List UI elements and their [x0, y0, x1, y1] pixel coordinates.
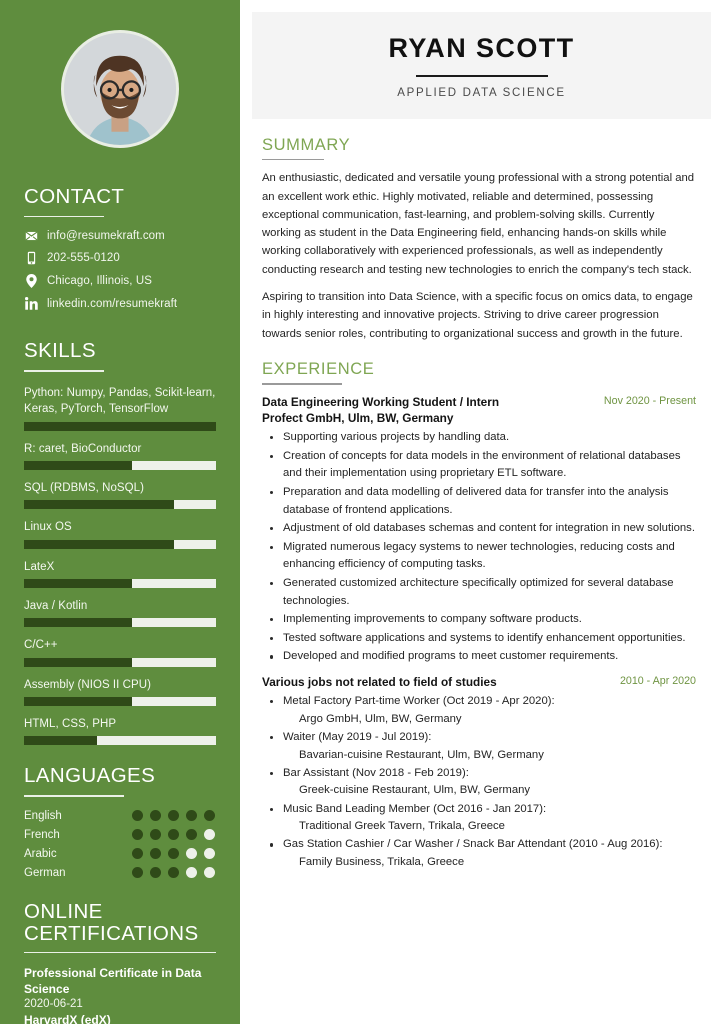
languages-list [24, 810, 216, 879]
avatar-portrait-icon [64, 33, 176, 145]
skill-bar-track [24, 540, 216, 549]
certification-org: HarvardX (edX) [24, 1012, 111, 1027]
other-job-bullet [262, 729, 696, 764]
contact-item-linkedin[interactable] [24, 297, 216, 310]
name-banner [252, 12, 711, 119]
language-level-dots [132, 848, 215, 859]
experience-bullet-list [262, 429, 696, 666]
summary-heading-rule [262, 159, 324, 161]
contact-section [24, 186, 216, 310]
skill-bar-fill [24, 618, 132, 627]
envelope-icon [24, 231, 38, 241]
experience-section [262, 360, 696, 871]
language-dot-filled [168, 867, 179, 878]
skill-bar-fill [24, 736, 97, 745]
experience-heading: EXPERIENCE [262, 359, 375, 378]
certification-item [24, 966, 216, 1028]
skill-item [24, 441, 216, 470]
experience-job-date: Nov 2020 - Present [603, 394, 696, 407]
skill-item [24, 677, 216, 706]
experience-bullet: Developed and modified programs to meet customer requirements. [262, 648, 696, 666]
languages-section [24, 765, 216, 878]
skill-label: HTML, CSS, PHP [24, 717, 117, 730]
language-dot-filled [150, 810, 161, 821]
language-dot-empty [204, 867, 215, 878]
language-level-dots [132, 829, 215, 840]
phone-icon [24, 251, 38, 265]
language-level-dots [132, 867, 215, 878]
contact-location-value: Chicago, Illinois, US [47, 275, 153, 288]
summary-paragraph-1: An enthusiastic, dedicated and versatile young professional with a strong potential and an excellent work ethic. Highly motivated, reliable and determined, possessing exceptional communication, fast-learning, and problem-solving skills. Currently working as student in the Data Engineering field, enhancing hands-on skills while working collaboratively with experienced professionals, as well as independently conducting research and testing new technologies to enrich the company's tech stack. [262, 172, 695, 276]
other-jobs-date: 2010 - Apr 2020 [619, 675, 696, 687]
language-row [24, 867, 216, 879]
certifications-section [24, 901, 216, 1028]
experience-bullet: Generated customized architecture specifically optimized for several database technologies. [262, 575, 696, 610]
language-name: English [24, 809, 62, 822]
other-jobs-bullet-list [262, 693, 696, 871]
language-row [24, 848, 216, 860]
language-dot-filled [204, 810, 215, 821]
experience-job-org: Profect GmbH, Ulm, BW, Germany [262, 410, 454, 425]
language-dot-filled [168, 810, 179, 821]
skill-item [24, 559, 216, 588]
skill-label: Assembly (NIOS II CPU) [24, 678, 151, 691]
skill-bar-track [24, 658, 216, 667]
job-title-subtitle: APPLIED DATA SCIENCE [397, 86, 566, 99]
other-job-bullet [262, 801, 696, 836]
language-dot-filled [150, 867, 161, 878]
skill-bar-track [24, 500, 216, 509]
language-row [24, 810, 216, 822]
location-pin-icon [24, 274, 38, 288]
summary-heading: SUMMARY [262, 135, 351, 154]
skill-item [24, 519, 216, 548]
language-dot-filled [168, 848, 179, 859]
skill-bar-track [24, 461, 216, 470]
other-job-title: Waiter (May 2019 - Jul 2019): [283, 731, 432, 744]
skills-section [24, 340, 216, 745]
language-dot-filled [132, 848, 143, 859]
skill-item [24, 716, 216, 745]
other-job-title: Gas Station Cashier / Car Washer / Snack Bar Attendant (2010 - Aug 2016): [283, 838, 663, 851]
language-dot-filled [150, 848, 161, 859]
other-jobs-header [262, 674, 696, 690]
contact-email-value: info@resumekraft.com [47, 230, 165, 243]
sidebar [0, 0, 240, 1027]
profile-photo-wrap [24, 30, 216, 148]
contact-heading: CONTACT [24, 185, 125, 208]
linkedin-icon [24, 297, 38, 310]
certifications-heading [24, 901, 216, 945]
experience-job [262, 394, 696, 666]
experience-bullet: Tested software applications and systems to identify enhancement opportunities. [262, 630, 696, 648]
other-job-employer: Traditional Greek Tavern, Trikala, Greece [299, 820, 505, 833]
language-dot-filled [132, 810, 143, 821]
skill-item [24, 480, 216, 509]
experience-job-header [262, 394, 696, 427]
skill-item [24, 598, 216, 627]
skill-bar-fill [24, 422, 216, 431]
other-job-employer: Bavarian-cuisine Restaurant, Ulm, BW, Germany [299, 748, 544, 761]
contact-phone-value: 202-555-0120 [47, 252, 120, 265]
skill-label: R: caret, BioConductor [24, 442, 142, 455]
language-dot-filled [186, 829, 197, 840]
name-divider [416, 75, 548, 77]
contact-heading-rule [24, 216, 104, 218]
experience-bullet: Preparation and data modelling of delivered data for transfer into the analysis database of frontend applications. [262, 484, 696, 519]
contact-list [24, 230, 216, 310]
skill-bar-fill [24, 461, 132, 470]
skills-heading: SKILLS [24, 339, 96, 363]
certification-date: 2020-06-21 [24, 998, 83, 1011]
contact-item-location[interactable] [24, 274, 216, 288]
skill-label: C/C++ [24, 639, 58, 652]
language-level-dots [132, 810, 215, 821]
certifications-heading-line1: ONLINE [24, 899, 103, 923]
language-name: German [24, 866, 66, 879]
skill-bar-track [24, 697, 216, 706]
certifications-heading-line2: CERTIFICATIONS [24, 921, 199, 945]
experience-bullet: Migrated numerous legacy systems to newer technologies, reducing costs and enhancing efficiency of computing tasks. [262, 539, 696, 574]
skill-item [24, 385, 216, 431]
language-dot-empty [204, 848, 215, 859]
other-job-title: Music Band Leading Member (Oct 2016 - Jan 2017): [283, 802, 547, 815]
page-title: RYAN SCOTT [388, 33, 575, 63]
skill-label: SQL (RDBMS, NoSQL) [24, 481, 144, 494]
language-name: Arabic [24, 847, 57, 860]
other-job-employer: Family Business, Trikala, Greece [299, 855, 465, 868]
skill-label: Python: Numpy, Pandas, Scikit-learn, Keras, PyTorch, TensorFlow [24, 386, 216, 416]
experience-bullet: Supporting various projects by handling data. [262, 429, 696, 447]
other-jobs-role: Various jobs not related to field of studies [262, 675, 497, 689]
skill-item [24, 637, 216, 666]
skill-bar-fill [24, 540, 174, 549]
experience-bullet: Adjustment of old databases schemas and content for integration in new solutions. [262, 520, 696, 538]
other-jobs-block [262, 674, 696, 871]
skill-bar-fill [24, 697, 132, 706]
skills-list [24, 385, 216, 745]
language-name: French [24, 828, 60, 841]
other-job-title: Metal Factory Part-time Worker (Oct 2019 - Apr 2020): [283, 695, 555, 708]
other-job-employer: Greek-cuisine Restaurant, Ulm, BW, Germany [299, 784, 531, 797]
skill-bar-fill [24, 579, 132, 588]
contact-item-phone[interactable] [24, 251, 216, 265]
experience-bullet: Implementing improvements to company software products. [262, 611, 696, 629]
skill-bar-track [24, 579, 216, 588]
summary-section [262, 136, 696, 343]
experience-bullet: Creation of concepts for data models in the environment of relational databases and their implementation using proprietary ETL software. [262, 448, 696, 483]
skill-bar-fill [24, 658, 132, 667]
language-dot-filled [132, 829, 143, 840]
certification-title: Professional Certificate in Data Science [24, 966, 202, 996]
skill-bar-track [24, 736, 216, 745]
language-dot-empty [186, 867, 197, 878]
language-dot-filled [150, 829, 161, 840]
summary-paragraph-2: Aspiring to transition into Data Science, with a specific focus on omics data, to engage in highly interesting and innovative projects. Striving to drive career progression towards senior roles, contributing to organizational success and growth in the future. [262, 291, 693, 340]
languages-heading-rule [24, 795, 124, 797]
language-dot-filled [186, 810, 197, 821]
skill-bar-track [24, 422, 216, 431]
languages-heading: LANGUAGES [24, 764, 156, 788]
language-dot-filled [168, 829, 179, 840]
language-row [24, 829, 216, 841]
skill-label: Java / Kotlin [24, 599, 88, 612]
other-job-bullet [262, 765, 696, 800]
language-dot-filled [132, 867, 143, 878]
skill-label: LateX [24, 560, 55, 573]
experience-job-role: Data Engineering Working Student / Intern [262, 394, 500, 409]
skill-bar-fill [24, 500, 174, 509]
language-dot-empty [186, 848, 197, 859]
language-dot-empty [204, 829, 215, 840]
other-job-title: Bar Assistant (Nov 2018 - Feb 2019): [283, 766, 469, 779]
experience-heading-rule [262, 383, 342, 385]
skill-label: Linux OS [24, 521, 72, 534]
certifications-heading-rule [24, 952, 216, 954]
avatar [61, 30, 179, 148]
skills-heading-rule [24, 370, 104, 372]
contact-item-email[interactable] [24, 230, 216, 242]
other-job-bullet [262, 836, 696, 871]
contact-linkedin-value: linkedin.com/resumekraft [47, 297, 178, 310]
other-job-employer: Argo GmbH, Ulm, BW, Germany [299, 712, 462, 725]
skill-bar-track [24, 618, 216, 627]
other-job-bullet [262, 693, 696, 728]
main-content [240, 0, 723, 1024]
